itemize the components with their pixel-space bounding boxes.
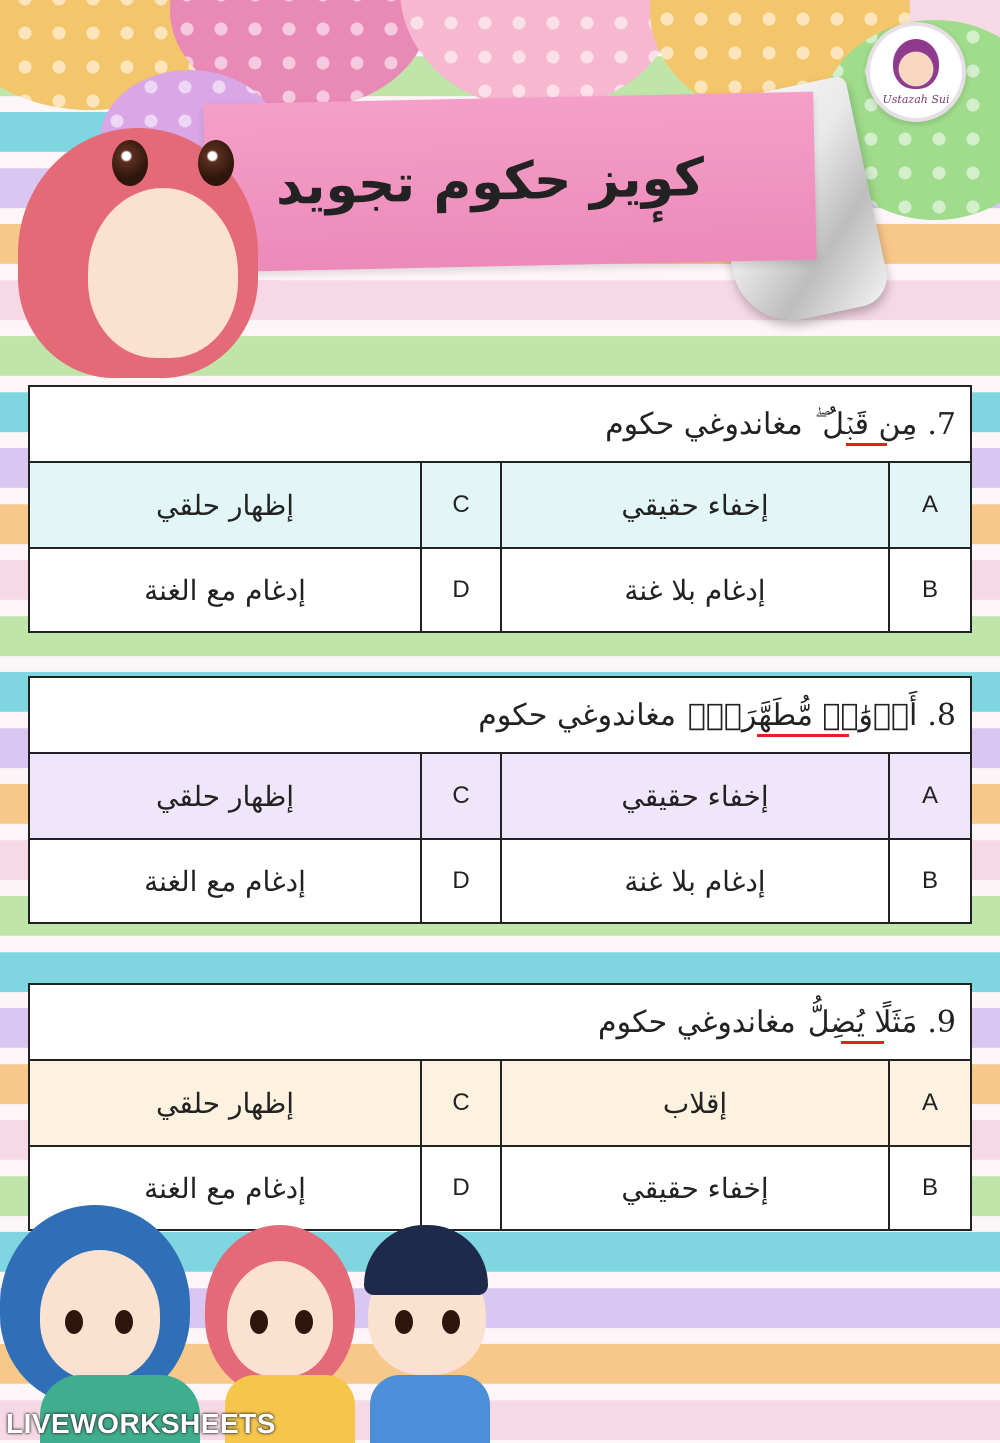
question-phrase: مِن قَبۡلُ ۖ: [814, 406, 918, 442]
question-number: 7.: [927, 406, 956, 442]
question-row: [30, 387, 970, 463]
option-b-answer[interactable]: إدغام بلا غنة: [500, 549, 888, 631]
options-row: [30, 754, 970, 838]
option-b-letter: B: [888, 1147, 970, 1229]
option-b-letter: B: [888, 840, 970, 922]
option-b-letter: B: [888, 549, 970, 631]
face-shape: [88, 188, 238, 358]
eye-icon: [115, 1310, 133, 1334]
options-row: [30, 547, 970, 631]
question-prompt: مغاندوغي حكوم: [478, 697, 676, 733]
option-c-answer[interactable]: إظهار حلقي: [156, 1086, 295, 1120]
option-d-letter: D: [420, 1147, 500, 1229]
option-d-letter: D: [420, 549, 500, 631]
question-card-8: [28, 676, 972, 924]
body-shape: [370, 1375, 490, 1443]
logo-caption: Ustazah Sui: [882, 92, 950, 106]
option-c-letter: C: [420, 754, 500, 838]
option-a-answer[interactable]: إخفاء حقيقي: [500, 754, 888, 838]
girl-illustration: [18, 128, 288, 398]
eye-icon: [295, 1310, 313, 1334]
face-shape: [40, 1250, 160, 1380]
question-row: [30, 985, 970, 1061]
question-number: 8.: [927, 697, 956, 733]
option-a-letter: A: [888, 754, 970, 838]
question-prompt: مغاندوغي حكوم: [598, 1004, 796, 1040]
page-title: كوٕيز حكوم تجويد: [275, 147, 705, 217]
option-d-answer[interactable]: إدغام مع الغنة: [144, 573, 306, 607]
avatar-icon: [893, 39, 939, 89]
options-row: [30, 838, 970, 922]
option-a-answer[interactable]: إخفاء حقيقي: [500, 463, 888, 547]
question-phrase: أَزۡوَٰجٞ مُّطَهَّرَةٞۖ: [687, 697, 918, 733]
question-card-7: [28, 385, 972, 633]
option-c-letter: C: [420, 463, 500, 547]
options-row: [30, 1061, 970, 1145]
option-d-letter: D: [420, 840, 500, 922]
eye-icon: [395, 1310, 413, 1334]
option-c-answer[interactable]: إظهار حلقي: [156, 779, 295, 813]
option-c-answer[interactable]: إظهار حلقي: [156, 488, 295, 522]
face-shape: [227, 1261, 333, 1377]
decor-blob: [400, 0, 680, 110]
title-banner: [203, 92, 816, 273]
option-b-answer[interactable]: إدغام بلا غنة: [500, 840, 888, 922]
eye-icon: [65, 1310, 83, 1334]
kid-boy-illustration: [350, 1225, 510, 1443]
option-c-letter: C: [420, 1061, 500, 1145]
options-row: [30, 463, 970, 547]
option-d-answer[interactable]: إدغام مع الغنة: [144, 864, 306, 898]
option-a-letter: A: [888, 1061, 970, 1145]
option-b-answer[interactable]: إخفاء حقيقي: [500, 1147, 888, 1229]
eye-icon: [112, 140, 148, 186]
eye-icon: [250, 1310, 268, 1334]
option-a-answer[interactable]: إقلاب: [500, 1061, 888, 1145]
cap-shape: [364, 1225, 488, 1295]
question-prompt: مغاندوغي حكوم: [605, 406, 803, 442]
question-phrase: مَثَلًا يُضِلُّ: [807, 1004, 918, 1040]
eye-icon: [442, 1310, 460, 1334]
option-d-answer[interactable]: إدغام مع الغنة: [144, 1171, 306, 1205]
option-a-letter: A: [888, 463, 970, 547]
question-number: 9.: [927, 1004, 956, 1040]
author-logo: [866, 22, 966, 122]
liveworksheets-logo: LIVEWORKSHEETS: [6, 1408, 276, 1439]
eye-icon: [198, 140, 234, 186]
question-row: [30, 678, 970, 754]
question-card-9: [28, 983, 972, 1231]
